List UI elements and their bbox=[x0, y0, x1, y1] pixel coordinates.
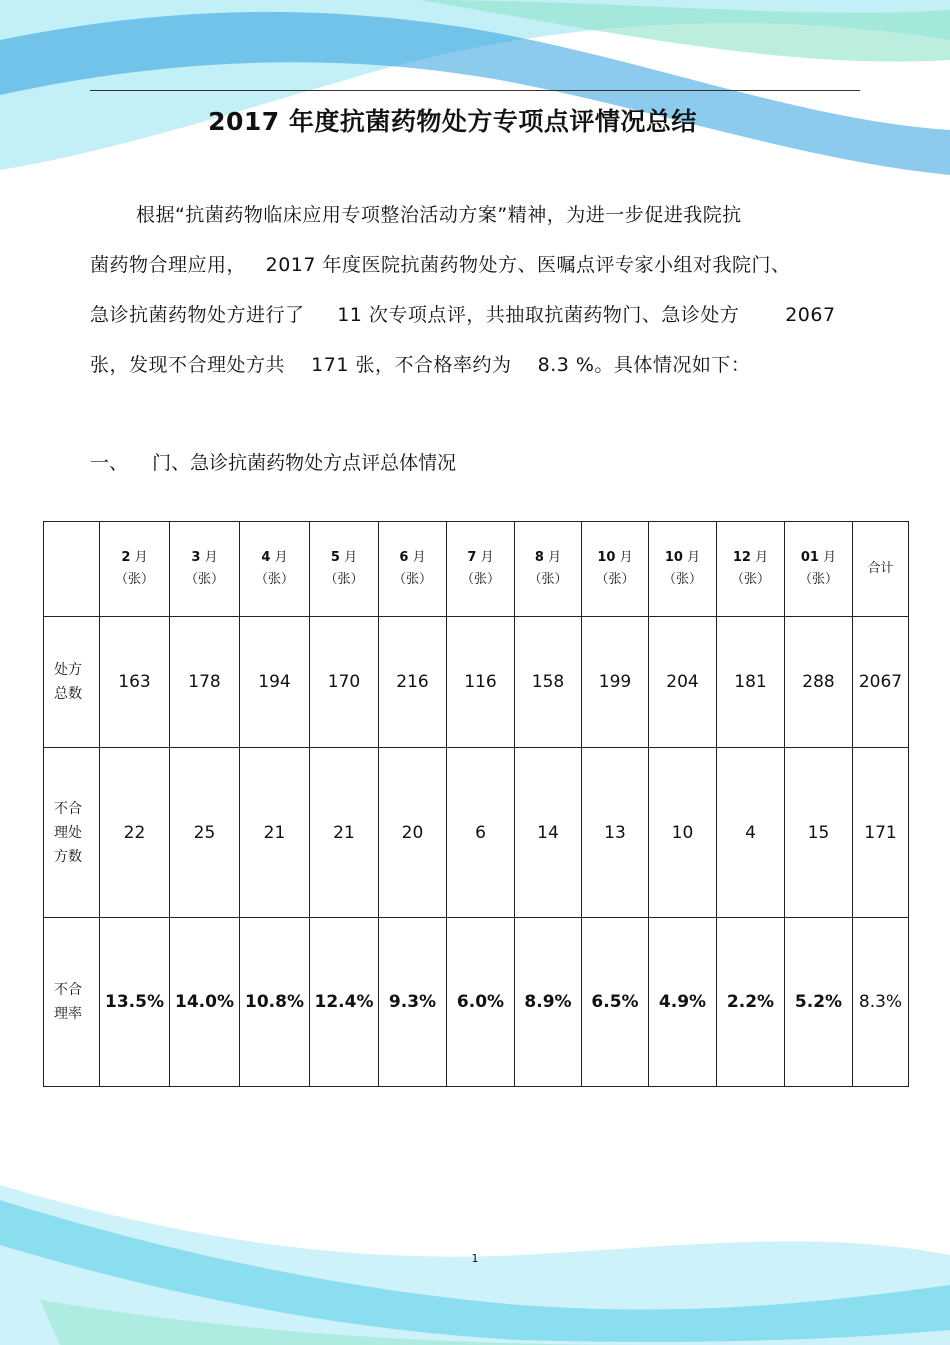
row-label-line: 处方 bbox=[54, 662, 82, 678]
month-sub-unit: （张） bbox=[114, 572, 154, 587]
intro-paragraph bbox=[90, 190, 862, 390]
month-header-cell bbox=[785, 522, 853, 617]
month-sub-unit: （张） bbox=[324, 572, 364, 587]
month-header-cell bbox=[170, 522, 240, 617]
month-label bbox=[379, 547, 446, 569]
month-number: 01 bbox=[800, 550, 819, 565]
table-cell: 22 bbox=[100, 748, 170, 918]
table-cell: 2.2% bbox=[717, 918, 785, 1087]
table-cell: 178 bbox=[170, 617, 240, 748]
month-unit: 月 bbox=[204, 550, 218, 565]
month-sub-unit: （张） bbox=[184, 572, 224, 587]
month-sub-unit: （张） bbox=[392, 572, 432, 587]
month-unit: 月 bbox=[134, 550, 148, 565]
table-cell: 158 bbox=[515, 617, 582, 748]
paragraph-line: 根据“抗菌药物临床应用专项整治活动方案”精神，为进一步促进我院抗 bbox=[136, 204, 742, 226]
month-number: 3 bbox=[191, 550, 201, 565]
header-rule bbox=[90, 90, 860, 91]
table-cell: 181 bbox=[717, 617, 785, 748]
table-cell: 116 bbox=[447, 617, 515, 748]
month-label bbox=[785, 547, 852, 569]
table-cell: 4.9% bbox=[649, 918, 717, 1087]
page-number: 1 bbox=[471, 1252, 479, 1265]
page-title: 2017 年度抗菌药物处方专项点评情况总结 bbox=[208, 107, 697, 136]
table-cell: 12.4% bbox=[310, 918, 379, 1087]
table-cell: 14 bbox=[515, 748, 582, 918]
table-cell: 288 bbox=[785, 617, 853, 748]
row-label-cell bbox=[44, 918, 100, 1087]
month-label bbox=[170, 547, 239, 569]
table-cell: 6 bbox=[447, 748, 515, 918]
total-cell: 2067 bbox=[853, 617, 909, 748]
month-header-cell bbox=[447, 522, 515, 617]
month-label bbox=[447, 547, 514, 569]
table-cell: 14.0% bbox=[170, 918, 240, 1087]
month-unit: 月 bbox=[619, 550, 633, 565]
table-cell: 13.5% bbox=[100, 918, 170, 1087]
month-label bbox=[515, 547, 581, 569]
month-number: 2 bbox=[121, 550, 131, 565]
table-cell: 199 bbox=[582, 617, 649, 748]
row-label-line: 方数 bbox=[54, 848, 82, 865]
table-cell: 204 bbox=[649, 617, 717, 748]
month-number: 5 bbox=[330, 550, 340, 565]
month-header-cell bbox=[649, 522, 717, 617]
table-cell: 25 bbox=[170, 748, 240, 918]
month-header-cell bbox=[717, 522, 785, 617]
table-cell: 15 bbox=[785, 748, 853, 918]
month-label bbox=[100, 547, 169, 569]
table-cell: 10.8% bbox=[240, 918, 310, 1087]
row-label-line: 理处 bbox=[54, 824, 82, 841]
month-header-cell bbox=[240, 522, 310, 617]
section-heading: 一、 门、急诊抗菌药物处方点评总体情况 bbox=[90, 452, 457, 474]
prescription-review-table bbox=[43, 521, 909, 1087]
month-sub-unit: （张） bbox=[460, 572, 500, 587]
paragraph-line: 张，发现不合理处方共 171 张，不合格率约为 8.3 %。具体情况如下： bbox=[90, 354, 751, 376]
table-cell: 8.9% bbox=[515, 918, 582, 1087]
total-cell: 8.3% bbox=[853, 918, 909, 1087]
month-header-cell bbox=[310, 522, 379, 617]
month-sub-unit: （张） bbox=[730, 572, 770, 587]
month-header-cell bbox=[582, 522, 649, 617]
month-sub-unit: （张） bbox=[595, 572, 635, 587]
table-cell: 170 bbox=[310, 617, 379, 748]
month-number: 7 bbox=[467, 550, 477, 565]
month-unit: 月 bbox=[823, 550, 837, 565]
month-header-cell bbox=[379, 522, 447, 617]
month-unit: 月 bbox=[480, 550, 494, 565]
table-cell: 21 bbox=[310, 748, 379, 918]
month-label bbox=[310, 547, 378, 569]
table-row bbox=[44, 748, 909, 918]
row-label-cell bbox=[44, 748, 100, 918]
month-number: 12 bbox=[732, 550, 751, 565]
month-number: 10 bbox=[664, 550, 683, 565]
table-header-row bbox=[44, 522, 909, 617]
month-number: 10 bbox=[597, 550, 616, 565]
table-cell: 5.2% bbox=[785, 918, 853, 1087]
row-label-cell bbox=[44, 617, 100, 748]
month-header-cell bbox=[515, 522, 582, 617]
table-cell: 13 bbox=[582, 748, 649, 918]
table-cell: 20 bbox=[379, 748, 447, 918]
month-number: 4 bbox=[261, 550, 271, 565]
table-cell: 9.3% bbox=[379, 918, 447, 1087]
table-cell: 6.0% bbox=[447, 918, 515, 1087]
table-cell: 21 bbox=[240, 748, 310, 918]
month-label bbox=[649, 547, 716, 569]
total-cell: 171 bbox=[853, 748, 909, 918]
table-row bbox=[44, 617, 909, 748]
row-label-line: 总数 bbox=[54, 686, 82, 702]
table-cell: 216 bbox=[379, 617, 447, 748]
month-label bbox=[240, 547, 309, 569]
paragraph-line: 菌药物合理应用， 2017 年度医院抗菌药物处方、医嘱点评专家小组对我院门、 bbox=[90, 254, 791, 276]
month-label bbox=[717, 547, 784, 569]
corner-cell bbox=[44, 522, 100, 617]
table-cell: 6.5% bbox=[582, 918, 649, 1087]
month-unit: 月 bbox=[755, 550, 769, 565]
table-cell: 194 bbox=[240, 617, 310, 748]
month-number: 6 bbox=[399, 550, 409, 565]
month-unit: 月 bbox=[412, 550, 426, 565]
row-label-line: 不合 bbox=[54, 982, 82, 998]
total-header-cell: 合计 bbox=[853, 522, 909, 617]
row-label-line: 理率 bbox=[54, 1006, 82, 1022]
table-row bbox=[44, 918, 909, 1087]
paragraph-line: 急诊抗菌药物处方进行了 11 次专项点评，共抽取抗菌药物门、急诊处方 2067 bbox=[90, 304, 836, 326]
month-sub-unit: （张） bbox=[798, 572, 838, 587]
table-cell: 10 bbox=[649, 748, 717, 918]
month-sub-unit: （张） bbox=[528, 572, 568, 587]
month-unit: 月 bbox=[274, 550, 288, 565]
row-label-line: 不合 bbox=[54, 800, 82, 817]
table-cell: 163 bbox=[100, 617, 170, 748]
month-unit: 月 bbox=[344, 550, 358, 565]
month-number: 8 bbox=[534, 550, 544, 565]
month-header-cell bbox=[100, 522, 170, 617]
month-unit: 月 bbox=[548, 550, 562, 565]
month-unit: 月 bbox=[687, 550, 701, 565]
month-sub-unit: （张） bbox=[254, 572, 294, 587]
month-sub-unit: （张） bbox=[662, 572, 702, 587]
table-cell: 4 bbox=[717, 748, 785, 918]
month-label bbox=[582, 547, 648, 569]
